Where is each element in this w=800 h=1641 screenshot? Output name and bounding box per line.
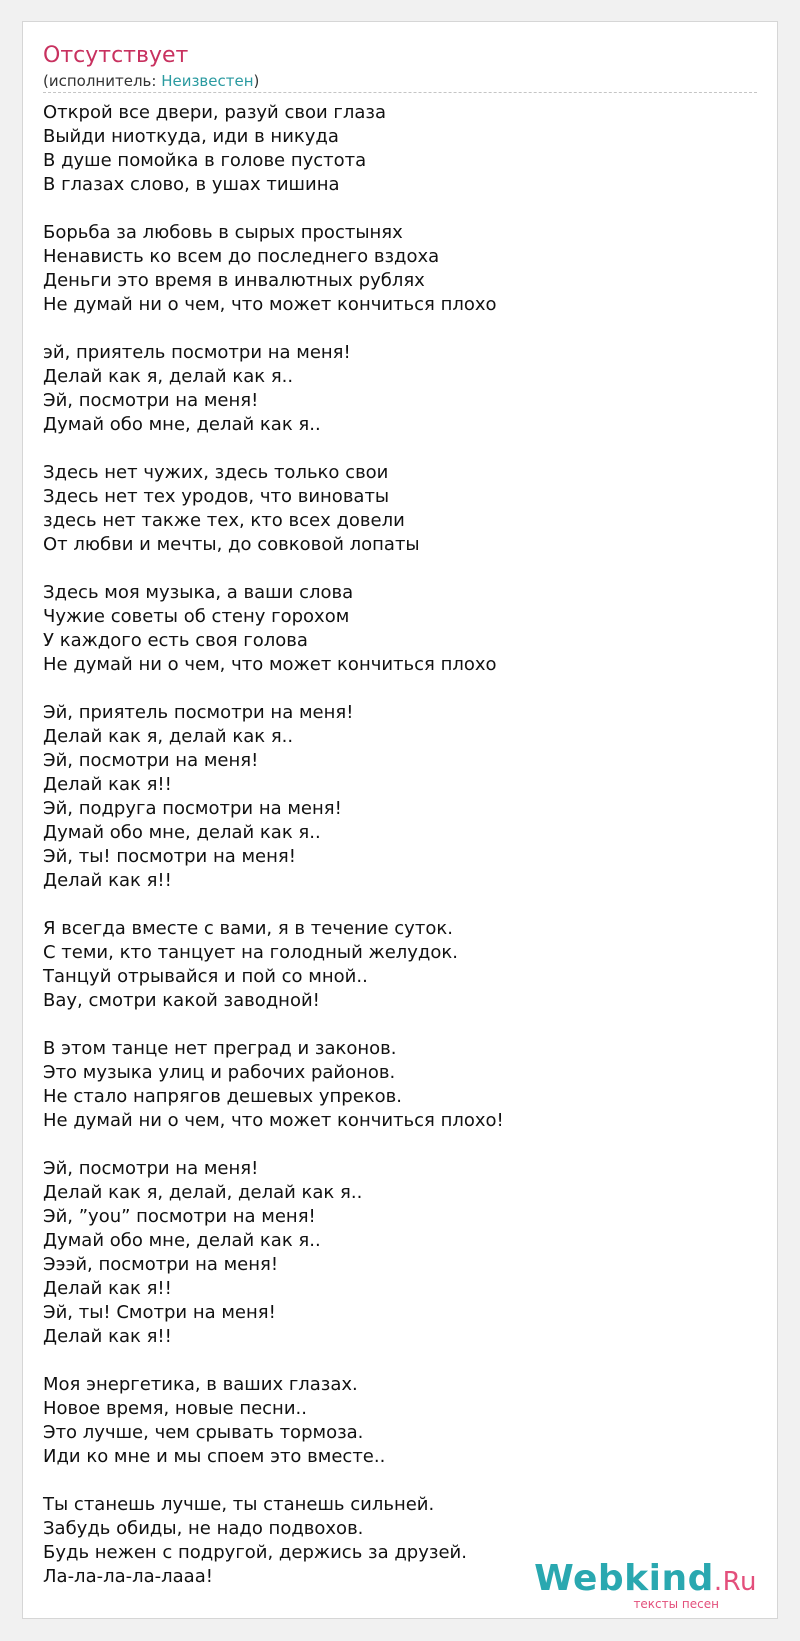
lyrics-line: Забудь обиды, не надо подвохов. <box>43 1518 364 1539</box>
lyrics-line: Не стало напрягов дешевых упреков. <box>43 1086 402 1107</box>
lyrics-line: Это музыка улиц и рабочих районов. <box>43 1062 396 1083</box>
lyrics-line: Думай обо мне, делай как я.. <box>43 1230 321 1251</box>
lyrics-line: Делай как я!! <box>43 774 172 795</box>
lyrics-line: Эй, ты! посмотри на меня! <box>43 846 296 867</box>
title-divider <box>43 92 757 93</box>
lyrics-stanza <box>43 1157 759 1349</box>
lyrics-line: здесь нет также тех, кто всех довели <box>43 510 405 531</box>
lyrics-line: Не думай ни о чем, что может кончиться плохо <box>43 654 497 675</box>
lyrics-line: Открой все двери, разуй свои глаза <box>43 102 387 123</box>
lyrics-line: Делай как я!! <box>43 870 172 891</box>
site-logo[interactable] <box>534 1559 757 1610</box>
artist-prefix: (исполнитель: <box>43 72 162 90</box>
lyrics-line: Делай как я!! <box>43 1278 172 1299</box>
lyrics-line: Эй, приятель посмотри на меня! <box>43 702 354 723</box>
lyrics-line: В глазах слово, в ушах тишина <box>43 174 340 195</box>
lyrics-line: эй, приятель посмотри на меня! <box>43 342 351 363</box>
lyrics-line: Чужие советы об стену горохом <box>43 606 350 627</box>
lyrics-line: В душе помойка в голове пустота <box>43 150 367 171</box>
artist-suffix: ) <box>253 72 260 90</box>
lyrics-line: Думай обо мне, делай как я.. <box>43 822 321 843</box>
lyrics-line: Вау, смотри какой заводной! <box>43 990 320 1011</box>
lyrics-line: Здесь нет тех уродов, что виноваты <box>43 486 390 507</box>
lyrics-stanza <box>43 701 759 893</box>
lyrics-line: Ла-ла-ла-ла-лааа! <box>43 1566 213 1587</box>
song-title: Отсутствует <box>43 43 189 68</box>
artist-link[interactable]: Неизвестен <box>161 72 254 90</box>
artist-line <box>43 71 259 91</box>
lyrics-stanza <box>43 461 759 557</box>
lyrics-line: Ненависть ко всем до последнего вздоха <box>43 246 440 267</box>
lyrics-stanza <box>43 581 759 677</box>
lyrics-line: Эй, подруга посмотри на меня! <box>43 798 342 819</box>
lyrics-line: В этом танце нет преград и законов. <box>43 1038 397 1059</box>
lyrics-stanza <box>43 221 759 317</box>
lyrics-line: Эй, ты! Смотри на меня! <box>43 1302 276 1323</box>
lyrics-line: Думай обо мне, делай как я.. <box>43 414 321 435</box>
logo-tld: .Ru <box>713 1567 757 1597</box>
lyrics-line: Здесь нет чужих, здесь только свои <box>43 462 389 483</box>
lyrics-text <box>43 101 759 1613</box>
lyrics-line: У каждого есть своя голова <box>43 630 308 651</box>
lyrics-line: Будь нежен с подругой, держись за друзей. <box>43 1542 467 1563</box>
lyrics-line: Иди ко мне и мы споем это вместе.. <box>43 1446 386 1467</box>
lyrics-line: Эй, посмотри на меня! <box>43 390 259 411</box>
lyrics-line: Не думай ни о чем, что может кончиться плохо <box>43 294 497 315</box>
lyrics-line: Эээй, посмотри на меня! <box>43 1254 279 1275</box>
lyrics-line: Эй, посмотри на меня! <box>43 1158 259 1179</box>
logo-name: Webkind <box>534 1558 714 1599</box>
lyrics-line: Я всегда вместе с вами, я в течение суток. <box>43 918 453 939</box>
lyrics-line: Борьба за любовь в сырых простынях <box>43 222 403 243</box>
lyrics-line: Деньги это время в инвалютных рублях <box>43 270 425 291</box>
lyrics-line: С теми, кто танцует на голодный желудок. <box>43 942 458 963</box>
lyrics-line: От любви и мечты, до совковой лопаты <box>43 534 420 555</box>
lyrics-stanza <box>43 101 759 197</box>
lyrics-stanza <box>43 1373 759 1469</box>
lyrics-card <box>22 21 778 1619</box>
lyrics-stanza <box>43 1037 759 1133</box>
lyrics-line: Эй, посмотри на меня! <box>43 750 259 771</box>
lyrics-line: Делай как я, делай как я.. <box>43 366 294 387</box>
lyrics-stanza <box>43 917 759 1013</box>
lyrics-line: Здесь моя музыка, а ваши слова <box>43 582 354 603</box>
lyrics-line: Новое время, новые песни.. <box>43 1398 307 1419</box>
lyrics-line: Не думай ни о чем, что может кончиться плохо! <box>43 1110 504 1131</box>
lyrics-line: Эй, ”you” посмотри на меня! <box>43 1206 316 1227</box>
lyrics-line: Делай как я, делай как я.. <box>43 726 294 747</box>
logo-tagline: тексты песен <box>633 1597 719 1611</box>
lyrics-stanza <box>43 341 759 437</box>
lyrics-line: Делай как я, делай, делай как я.. <box>43 1182 363 1203</box>
lyrics-line: Делай как я!! <box>43 1326 172 1347</box>
lyrics-line: Ты станешь лучше, ты станешь сильней. <box>43 1494 435 1515</box>
lyrics-line: Это лучше, чем срывать тормоза. <box>43 1422 364 1443</box>
lyrics-line: Моя энергетика, в ваших глазах. <box>43 1374 358 1395</box>
lyrics-line: Танцуй отрывайся и пой со мной.. <box>43 966 368 987</box>
logo-wordmark <box>534 1559 757 1602</box>
lyrics-line: Выйди ниоткуда, иди в никуда <box>43 126 339 147</box>
